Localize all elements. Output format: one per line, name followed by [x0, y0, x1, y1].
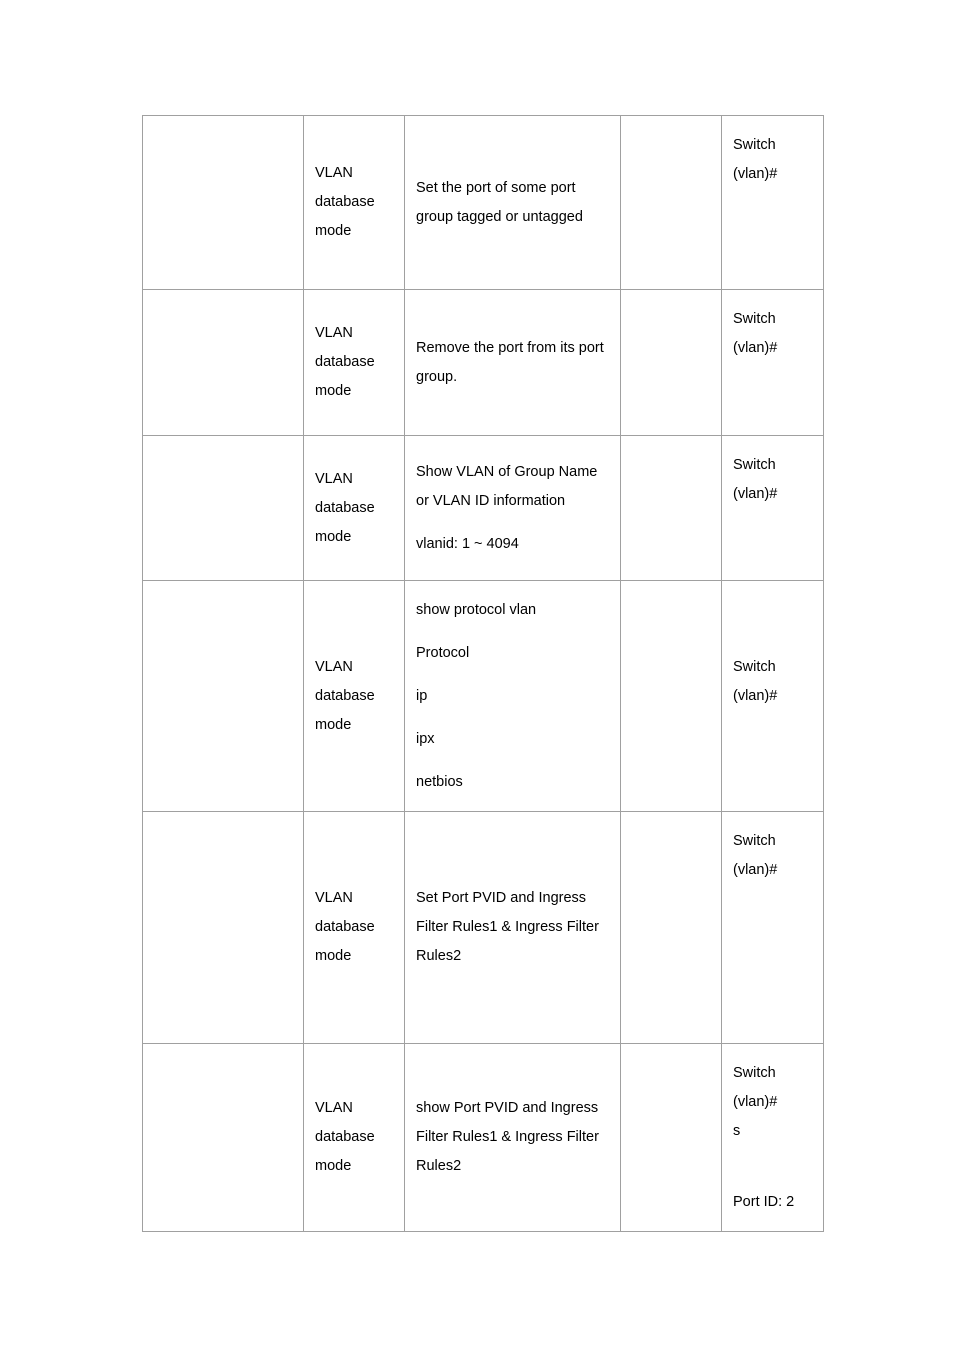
description-text: show protocol vlan	[416, 601, 537, 618]
prompt-text: (vlan)#	[733, 486, 778, 502]
table-row	[143, 290, 824, 436]
description-text: show Port PVID and Ingress	[416, 1100, 599, 1116]
description-text: Set Port PVID and Ingress	[416, 890, 587, 906]
command-cell	[143, 812, 304, 1044]
mode-cell	[304, 812, 405, 1044]
description-text: netbios	[416, 773, 463, 790]
prompt-text: Switch	[733, 311, 776, 327]
description-cell	[405, 436, 621, 581]
mode-cell	[304, 1044, 405, 1232]
description-text: Filter Rules1 & Ingress Filter	[416, 919, 599, 935]
prompt-text: Port ID: 2	[733, 1194, 795, 1210]
prompt-cell	[722, 290, 824, 436]
command-cell	[143, 436, 304, 581]
description-text: ip	[416, 687, 428, 704]
description-text: Set the port of some port	[416, 179, 576, 196]
example-cell	[621, 581, 722, 812]
mode-text: mode	[315, 948, 352, 964]
command-cell	[143, 116, 304, 290]
command-cell	[143, 290, 304, 436]
mode-text: mode	[315, 223, 352, 239]
description-text: Filter Rules1 & Ingress Filter	[416, 1129, 599, 1145]
prompt-text: Switch	[733, 137, 776, 153]
example-cell	[621, 1044, 722, 1232]
description-cell	[405, 812, 621, 1044]
description-text: ipx	[416, 730, 435, 747]
mode-text: mode	[315, 716, 352, 733]
mode-cell	[304, 290, 405, 436]
mode-text: VLAN	[315, 658, 353, 675]
example-cell	[621, 116, 722, 290]
prompt-text: (vlan)#	[733, 340, 778, 356]
prompt-text: Switch	[733, 457, 776, 473]
description-text: vlanid: 1 ~ 4094	[416, 535, 519, 552]
example-cell	[621, 436, 722, 581]
table-row	[143, 436, 824, 581]
command-table	[142, 115, 824, 1232]
prompt-cell	[722, 436, 824, 581]
table-row	[143, 1044, 824, 1232]
table-row	[143, 116, 824, 290]
description-text: Rules2	[416, 948, 462, 964]
mode-text: database	[315, 687, 375, 704]
description-text: Rules2	[416, 1158, 462, 1174]
command-cell	[143, 1044, 304, 1232]
prompt-text: Switch	[733, 833, 776, 849]
mode-text: database	[315, 354, 375, 370]
mode-text: VLAN	[315, 1100, 353, 1116]
mode-text: mode	[315, 528, 352, 545]
mode-text: VLAN	[315, 325, 353, 341]
mode-text: database	[315, 1129, 375, 1145]
prompt-cell	[722, 581, 824, 812]
mode-cell	[304, 436, 405, 581]
table-row	[143, 812, 824, 1044]
prompt-text: (vlan)#	[733, 166, 778, 182]
prompt-cell	[722, 812, 824, 1044]
example-cell	[621, 290, 722, 436]
description-cell	[405, 116, 621, 290]
description-text: Remove the port from its port	[416, 339, 604, 356]
prompt-cell	[722, 1044, 824, 1232]
mode-cell	[304, 581, 405, 812]
prompt-text: s	[733, 1123, 741, 1139]
description-cell	[405, 581, 621, 812]
mode-text: mode	[315, 1158, 352, 1174]
mode-text: database	[315, 194, 375, 210]
mode-text: database	[315, 919, 375, 935]
mode-text: VLAN	[315, 890, 353, 906]
description-text: Show VLAN of Group Name	[416, 463, 598, 480]
command-cell	[143, 581, 304, 812]
description-text: or VLAN ID information	[416, 492, 566, 509]
mode-text: mode	[315, 383, 352, 399]
prompt-text: Switch	[733, 659, 776, 675]
prompt-cell	[722, 116, 824, 290]
description-text: Protocol	[416, 644, 470, 661]
description-cell	[405, 290, 621, 436]
description-text: group.	[416, 368, 458, 385]
prompt-text: (vlan)#	[733, 862, 778, 878]
prompt-text: (vlan)#	[733, 688, 778, 704]
mode-text: database	[315, 499, 375, 516]
mode-text: VLAN	[315, 470, 353, 487]
prompt-text: Switch	[733, 1065, 776, 1081]
mode-cell	[304, 116, 405, 290]
example-cell	[621, 812, 722, 1044]
description-text: group tagged or untagged	[416, 208, 583, 225]
description-cell	[405, 1044, 621, 1232]
table-row	[143, 581, 824, 812]
mode-text: VLAN	[315, 165, 353, 181]
prompt-text: (vlan)#	[733, 1094, 778, 1110]
